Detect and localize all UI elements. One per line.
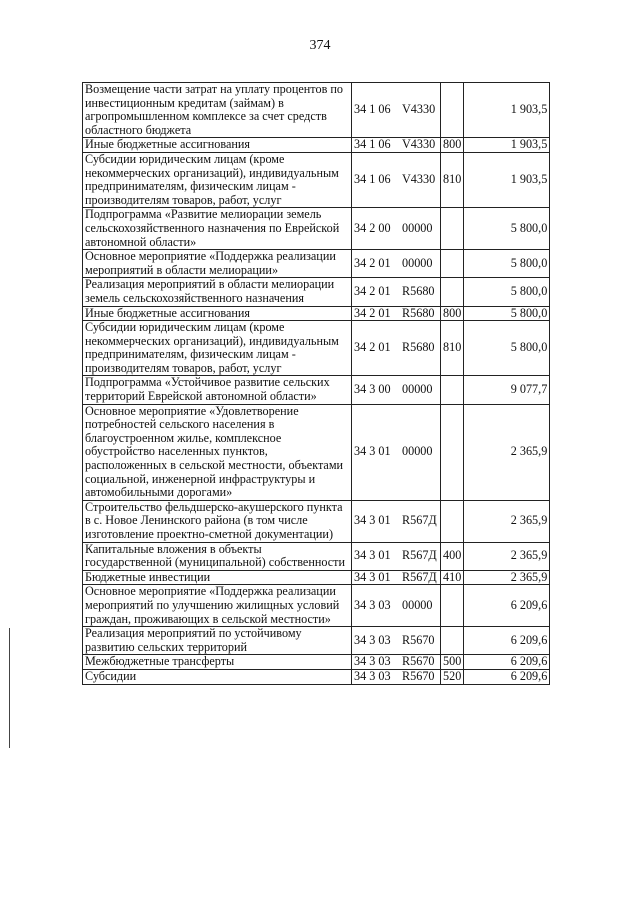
target-article-direction-code: 00000 (402, 597, 433, 612)
table-row (83, 585, 550, 627)
amount-cell: 5 800,0 (464, 321, 550, 376)
amount-cell: 2 365,9 (464, 570, 550, 585)
target-article-program-code: 34 3 01 (354, 513, 391, 528)
budget-table (82, 82, 550, 685)
target-article-direction-code: V4330 (402, 102, 436, 117)
amount-cell: 6 209,6 (464, 669, 550, 684)
target-article-direction-code: R5670 (402, 669, 435, 683)
target-article-cell (352, 152, 441, 207)
amount-cell: 2 365,9 (464, 542, 550, 570)
target-article-program-code: 34 1 06 (354, 172, 391, 187)
table-row (83, 376, 550, 404)
table-row (83, 250, 550, 278)
target-article-direction-code: V4330 (402, 172, 436, 187)
amount-cell: 2 365,9 (464, 404, 550, 500)
target-article-program-code: 34 3 03 (354, 669, 391, 683)
table-body (83, 83, 550, 685)
row-name-cell: Межбюджетные трансферты (83, 655, 352, 670)
amount-cell: 6 209,6 (464, 655, 550, 670)
target-article-program-code: 34 2 01 (354, 340, 391, 355)
amount-cell: 1 903,5 (464, 138, 550, 153)
table-row (83, 570, 550, 585)
row-name-cell: Подпрограмма «Развитие мелиорации земель сельскохозяйственного назначения по Еврейской автономной области» (83, 208, 352, 250)
table-row (83, 404, 550, 500)
target-article-program-code: 34 2 01 (354, 255, 391, 270)
target-article-program-code: 34 3 01 (354, 444, 391, 459)
amount-cell: 1 903,5 (464, 152, 550, 207)
target-article-cell (352, 306, 441, 321)
target-article-program-code: 34 3 03 (354, 597, 391, 612)
expense-type-cell (441, 208, 464, 250)
target-article-direction-code: R5680 (402, 284, 435, 299)
expense-type-cell (441, 500, 464, 542)
expense-type-cell (441, 83, 464, 138)
target-article-direction-code: 00000 (402, 382, 433, 397)
target-article-program-code: 34 3 03 (354, 654, 391, 669)
row-name-cell: Иные бюджетные ассигнования (83, 138, 352, 153)
target-article-direction-code: R5670 (402, 654, 435, 669)
amount-cell: 6 209,6 (464, 627, 550, 655)
target-article-direction-code: 00000 (402, 444, 433, 459)
amount-cell: 5 800,0 (464, 250, 550, 278)
row-name-cell: Подпрограмма «Устойчивое развитие сельских территорий Еврейской автономной области» (83, 376, 352, 404)
amount-cell: 6 209,6 (464, 585, 550, 627)
target-article-direction-code: R5680 (402, 340, 435, 355)
target-article-program-code: 34 3 01 (354, 548, 391, 563)
target-article-cell (352, 542, 441, 570)
target-article-cell (352, 321, 441, 376)
target-article-cell (352, 138, 441, 153)
expense-type-cell (441, 250, 464, 278)
amount-cell: 1 903,5 (464, 83, 550, 138)
expense-type-cell (441, 627, 464, 655)
target-article-cell (352, 627, 441, 655)
target-article-direction-code: 00000 (402, 220, 433, 235)
expense-type-cell: 810 (441, 321, 464, 376)
amount-cell: 5 800,0 (464, 306, 550, 321)
amount-cell: 9 077,7 (464, 376, 550, 404)
row-name-cell: Основное мероприятие «Поддержка реализации мероприятий по улучшению жилищных условий граждан, проживающих в сельской местности» (83, 585, 352, 627)
row-name-cell: Иные бюджетные ассигнования (83, 306, 352, 321)
expense-type-cell: 810 (441, 152, 464, 207)
target-article-cell (352, 655, 441, 670)
expense-type-cell (441, 376, 464, 404)
target-article-direction-code: R567Д (402, 548, 437, 563)
table-row (83, 83, 550, 138)
target-article-cell (352, 208, 441, 250)
row-name-cell: Бюджетные инвестиции (83, 570, 352, 585)
expense-type-cell (441, 404, 464, 500)
table-row (83, 152, 550, 207)
row-name-cell: Строительство фельдшерско-акушерского пункта в с. Новое Ленинского района (в том числе изготовление проектно-сметной документации) (83, 500, 352, 542)
target-article-program-code: 34 3 01 (354, 570, 391, 584)
expense-type-cell: 410 (441, 570, 464, 585)
target-article-cell (352, 669, 441, 684)
expense-type-cell: 500 (441, 655, 464, 670)
target-article-program-code: 34 2 00 (354, 220, 391, 235)
target-article-direction-code: R567Д (402, 570, 437, 584)
row-name-cell: Возмещение части затрат на уплату процентов по инвестиционным кредитам (займам) в агропромышленном комплексе за счет средств областного бюджета (83, 83, 352, 138)
margin-scan-line (9, 628, 10, 748)
target-article-program-code: 34 1 06 (354, 102, 391, 117)
table-row (83, 542, 550, 570)
target-article-direction-code: R5670 (402, 632, 435, 647)
target-article-cell (352, 570, 441, 585)
row-name-cell: Основное мероприятие «Поддержка реализации мероприятий в области мелиорации» (83, 250, 352, 278)
expense-type-cell: 800 (441, 138, 464, 153)
row-name-cell: Субсидии (83, 669, 352, 684)
target-article-program-code: 34 2 01 (354, 284, 391, 299)
amount-cell: 5 800,0 (464, 208, 550, 250)
table-row (83, 627, 550, 655)
target-article-cell (352, 500, 441, 542)
row-name-cell: Субсидии юридическим лицам (кроме некоммерческих организаций), индивидуальным предпринимателям, физическим лицам - производителям товаров, работ, услуг (83, 152, 352, 207)
expense-type-cell (441, 585, 464, 627)
target-article-direction-code: 00000 (402, 255, 433, 270)
table-row (83, 208, 550, 250)
amount-cell: 5 800,0 (464, 278, 550, 306)
amount-cell: 2 365,9 (464, 500, 550, 542)
table-row (83, 655, 550, 670)
row-name-cell: Субсидии юридическим лицам (кроме некоммерческих организаций), индивидуальным предпринимателям, физическим лицам - производителям товаров, работ, услуг (83, 321, 352, 376)
row-name-cell: Капитальные вложения в объекты государственной (муниципальной) собственности (83, 542, 352, 570)
table-row (83, 306, 550, 321)
target-article-program-code: 34 1 06 (354, 137, 391, 152)
target-article-program-code: 34 3 03 (354, 632, 391, 647)
target-article-direction-code: R5680 (402, 306, 435, 320)
target-article-cell (352, 404, 441, 500)
target-article-cell (352, 376, 441, 404)
table-row (83, 278, 550, 306)
target-article-cell (352, 250, 441, 278)
page-number: 374 (309, 38, 331, 53)
table-row (83, 669, 550, 684)
table-row (83, 500, 550, 542)
target-article-cell (352, 278, 441, 306)
target-article-cell (352, 585, 441, 627)
target-article-cell (352, 83, 441, 138)
target-article-direction-code: R567Д (402, 513, 437, 528)
target-article-direction-code: V4330 (402, 137, 436, 152)
expense-type-cell: 520 (441, 669, 464, 684)
target-article-program-code: 34 2 01 (354, 306, 391, 320)
row-name-cell: Реализация мероприятий в области мелиорации земель сельскохозяйственного назначения (83, 278, 352, 306)
row-name-cell: Реализация мероприятий по устойчивому развитию сельских территорий (83, 627, 352, 655)
table-row (83, 321, 550, 376)
expense-type-cell: 800 (441, 306, 464, 321)
table-row (83, 138, 550, 153)
row-name-cell: Основное мероприятие «Удовлетворение потребностей сельского населения в благоустроенном жилье, комплексное обустройство населенных пунктов, расположенных в сельской местности, объектами социальной, инженерной инфраструктуры и автомобильными дорогами» (83, 404, 352, 500)
expense-type-cell (441, 278, 464, 306)
expense-type-cell: 400 (441, 542, 464, 570)
target-article-program-code: 34 3 00 (354, 382, 391, 397)
